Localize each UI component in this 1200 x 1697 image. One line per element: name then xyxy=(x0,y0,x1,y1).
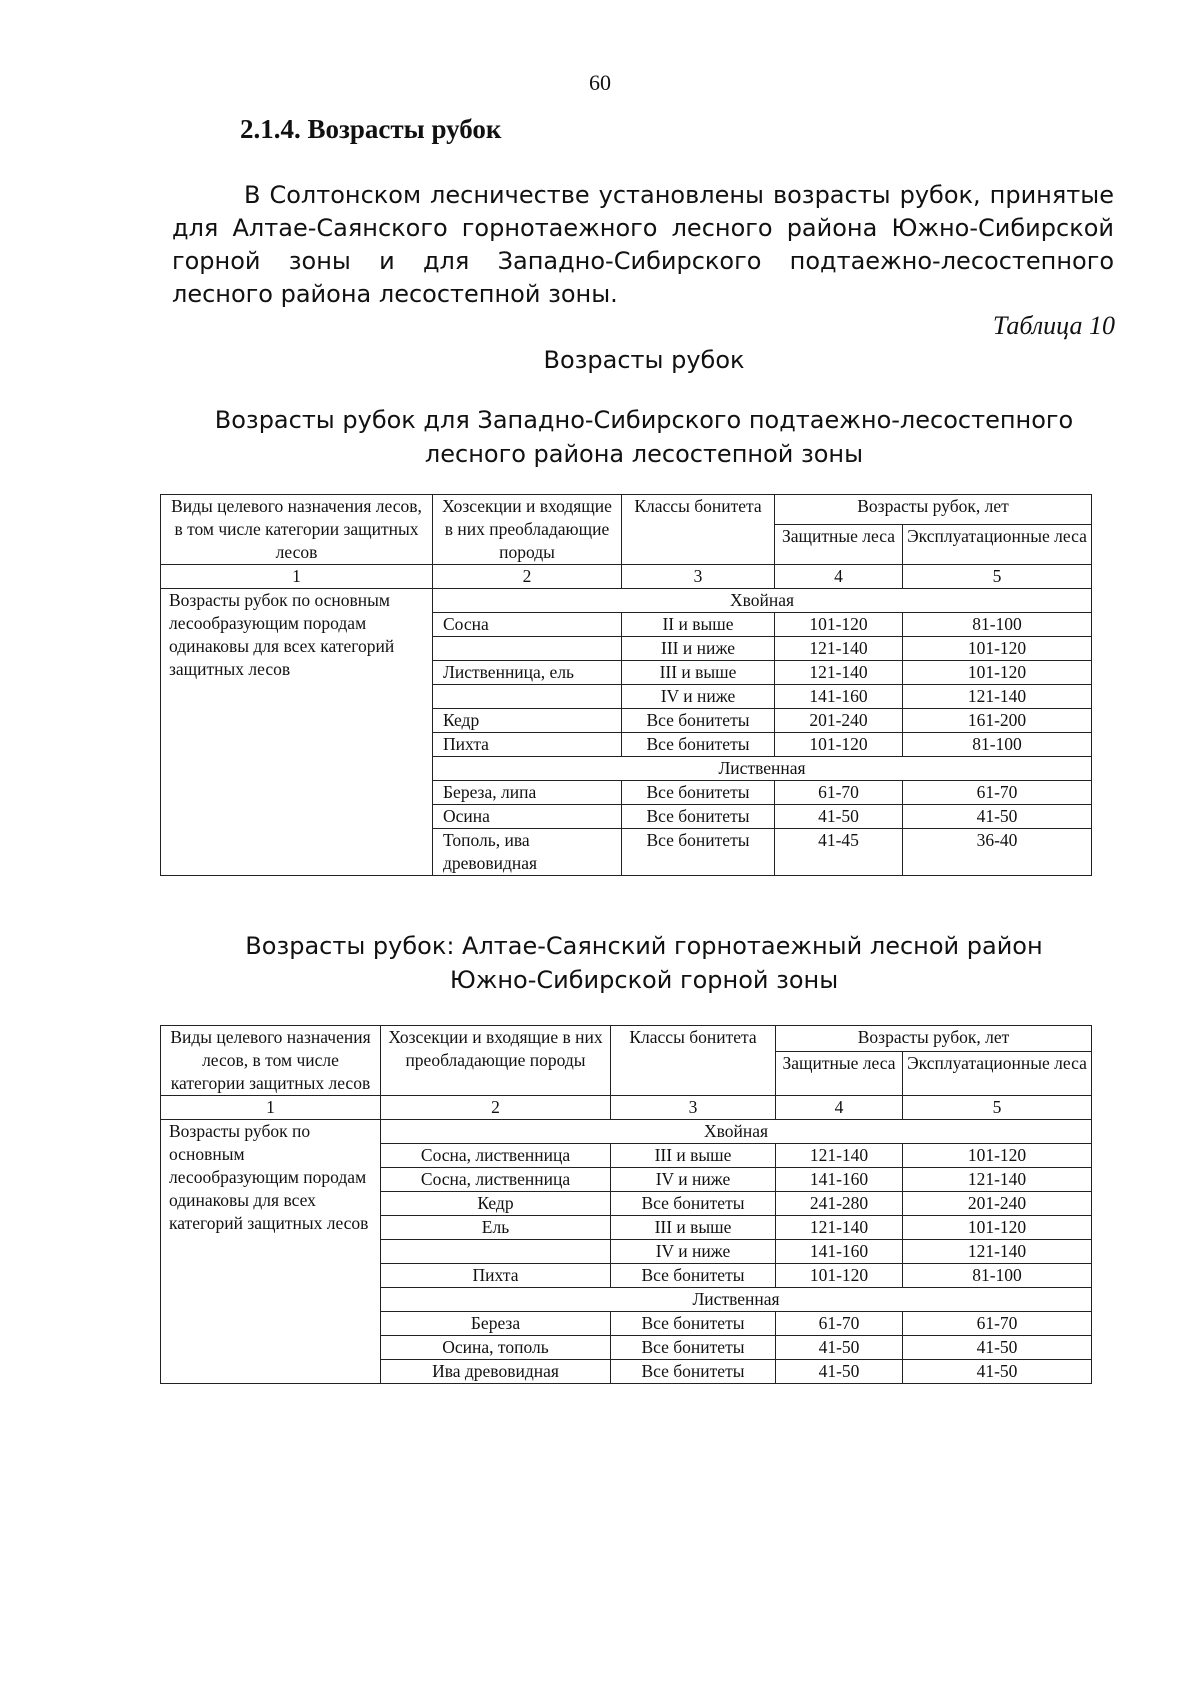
exploitation-age-cell: 81-100 xyxy=(903,733,1092,757)
table1-subtitle-line1: Возрасты рубок для Западно-Сибирского подтаежно-лесостепного xyxy=(214,406,1074,434)
site-class-cell: Все бонитеты xyxy=(611,1336,776,1360)
protective-age-cell: 241-280 xyxy=(776,1192,903,1216)
species-cell: Береза, липа xyxy=(433,781,622,805)
header-cell-exploitation: Эксплуатационные леса xyxy=(903,525,1092,565)
species-cell: Лиственница, ель xyxy=(433,661,622,685)
exploitation-age-cell: 101-120 xyxy=(903,637,1092,661)
column-number-3: 3 xyxy=(622,565,775,589)
section-heading: 2.1.4. Возрасты рубок xyxy=(240,114,502,144)
species-cell: Пихта xyxy=(433,733,622,757)
protective-age-cell: 61-70 xyxy=(776,1312,903,1336)
site-class-cell: III и выше xyxy=(611,1216,776,1240)
table2-subtitle-line2: Южно-Сибирской горной зоны xyxy=(449,966,839,994)
cutting-age-table-2 xyxy=(160,1025,1092,1384)
protective-age-cell: 141-160 xyxy=(776,1168,903,1192)
purpose-cell: Возрасты рубок по основным лесообразующим породам одинаковы для всех категорий защитных лесов xyxy=(161,589,433,876)
group-row-conifer xyxy=(161,589,1092,613)
exploitation-age-cell: 36-40 xyxy=(903,829,1092,876)
purpose-cell: Возрасты рубок по основным лесообразующим породам одинаковы для всех категорий защитных лесов xyxy=(161,1120,381,1384)
species-cell: Ель xyxy=(381,1216,611,1240)
table1-body xyxy=(161,495,1092,876)
column-number-5: 5 xyxy=(903,565,1092,589)
column-number-1: 1 xyxy=(161,565,433,589)
site-class-cell: Все бонитеты xyxy=(622,733,775,757)
species-cell: Сосна xyxy=(433,613,622,637)
protective-age-cell: 121-140 xyxy=(776,1216,903,1240)
group-label-conifer: Хвойная xyxy=(433,589,1092,613)
site-class-cell: IV и ниже xyxy=(611,1240,776,1264)
site-class-cell: Все бонитеты xyxy=(611,1192,776,1216)
group-row-conifer xyxy=(161,1120,1092,1144)
column-number-2: 2 xyxy=(381,1096,611,1120)
protective-age-cell: 41-50 xyxy=(776,1336,903,1360)
table2-subtitle-line1: Возрасты рубок: Алтае-Саянский горнотаежный лесной район xyxy=(245,932,1043,960)
exploitation-age-cell: 41-50 xyxy=(903,1336,1092,1360)
exploitation-age-cell: 121-140 xyxy=(903,685,1092,709)
page-number: 60 xyxy=(589,70,611,95)
protective-age-cell: 41-50 xyxy=(775,805,903,829)
exploitation-age-cell: 81-100 xyxy=(903,613,1092,637)
species-cell: Осина, тополь xyxy=(381,1336,611,1360)
exploitation-age-cell: 101-120 xyxy=(903,661,1092,685)
column-number-2: 2 xyxy=(433,565,622,589)
exploitation-age-cell: 41-50 xyxy=(903,1360,1092,1384)
exploitation-age-cell: 121-140 xyxy=(903,1240,1092,1264)
column-number-4: 4 xyxy=(775,565,903,589)
header-cell-cutting-ages: Возрасты рубок, лет xyxy=(775,495,1092,525)
protective-age-cell: 141-160 xyxy=(776,1240,903,1264)
protective-age-cell: 41-45 xyxy=(775,829,903,876)
column-number-row xyxy=(161,1096,1092,1120)
species-cell: Кедр xyxy=(433,709,622,733)
site-class-cell: III и выше xyxy=(611,1144,776,1168)
column-number-row xyxy=(161,565,1092,589)
site-class-cell: Все бонитеты xyxy=(611,1312,776,1336)
header-cell-purpose: Виды целевого назначения лесов, в том числе категории защитных лесов xyxy=(161,495,433,565)
species-cell: Ива древовидная xyxy=(381,1360,611,1384)
site-class-cell: Все бонитеты xyxy=(611,1360,776,1384)
table-label: Таблица 10 xyxy=(992,311,1115,340)
site-class-cell: III и выше xyxy=(622,661,775,685)
site-class-cell: IV и ниже xyxy=(611,1168,776,1192)
table1-subtitle-line2: лесного района лесостепной зоны xyxy=(424,440,864,468)
site-class-cell: Все бонитеты xyxy=(622,709,775,733)
species-cell: Пихта xyxy=(381,1264,611,1288)
column-number-1: 1 xyxy=(161,1096,381,1120)
header-row xyxy=(161,1026,1092,1052)
exploitation-age-cell: 161-200 xyxy=(903,709,1092,733)
table2-subtitle xyxy=(0,929,1200,997)
table1-subtitle xyxy=(0,403,1200,471)
site-class-cell: Все бонитеты xyxy=(622,781,775,805)
protective-age-cell: 101-120 xyxy=(775,733,903,757)
body-paragraph xyxy=(172,179,1114,311)
species-cell: Береза xyxy=(381,1312,611,1336)
site-class-cell: Все бонитеты xyxy=(622,829,775,876)
species-cell: Осина xyxy=(433,805,622,829)
protective-age-cell: 121-140 xyxy=(776,1144,903,1168)
site-class-cell: IV и ниже xyxy=(622,685,775,709)
protective-age-cell: 61-70 xyxy=(775,781,903,805)
site-class-cell: Все бонитеты xyxy=(622,805,775,829)
exploitation-age-cell: 41-50 xyxy=(903,805,1092,829)
protective-age-cell: 121-140 xyxy=(775,637,903,661)
exploitation-age-cell: 101-120 xyxy=(903,1144,1092,1168)
site-class-cell: Все бонитеты xyxy=(611,1264,776,1288)
header-row xyxy=(161,495,1092,525)
group-label-deciduous: Лиственная xyxy=(381,1288,1092,1312)
cutting-age-table-1 xyxy=(160,494,1092,876)
protective-age-cell: 141-160 xyxy=(775,685,903,709)
species-cell: Сосна, лиственница xyxy=(381,1144,611,1168)
protective-age-cell: 121-140 xyxy=(775,661,903,685)
protective-age-cell: 101-120 xyxy=(776,1264,903,1288)
header-cell-species: Хозсекции и входящие в них преобладающие породы xyxy=(433,495,622,565)
exploitation-age-cell: 121-140 xyxy=(903,1168,1092,1192)
header-cell-site-class: Классы бонитета xyxy=(611,1026,776,1096)
column-number-4: 4 xyxy=(776,1096,903,1120)
header-cell-protective: Защитные леса xyxy=(775,525,903,565)
header-cell-purpose: Виды целевого назначения лесов, в том числе категории защитных лесов xyxy=(161,1026,381,1096)
header-cell-species: Хозсекции и входящие в них преобладающие породы xyxy=(381,1026,611,1096)
column-number-3: 3 xyxy=(611,1096,776,1120)
species-cell xyxy=(381,1240,611,1264)
site-class-cell: II и выше xyxy=(622,613,775,637)
exploitation-age-cell: 61-70 xyxy=(903,781,1092,805)
header-cell-cutting-ages: Возрасты рубок, лет xyxy=(776,1026,1092,1052)
exploitation-age-cell: 201-240 xyxy=(903,1192,1092,1216)
site-class-cell: III и ниже xyxy=(622,637,775,661)
paragraph-text: В Солтонском лесничестве установлены возрасты рубок, принятые для Алтае-Саянского горнотаежного лесного района Южно-Сибирской горной зоны и для Западно-Сибирского подтаежно-лесостепного лесного района лесостепной зоны. xyxy=(172,181,1114,308)
species-cell: Сосна, лиственница xyxy=(381,1168,611,1192)
species-cell: Тополь, ива древовидная xyxy=(433,829,622,876)
group-label-conifer: Хвойная xyxy=(381,1120,1092,1144)
exploitation-age-cell: 81-100 xyxy=(903,1264,1092,1288)
species-cell: Кедр xyxy=(381,1192,611,1216)
table-title: Возрасты рубок xyxy=(543,346,745,374)
column-number-5: 5 xyxy=(903,1096,1092,1120)
species-cell xyxy=(433,685,622,709)
header-cell-protective: Защитные леса xyxy=(776,1052,903,1096)
table2-body xyxy=(161,1026,1092,1384)
species-cell xyxy=(433,637,622,661)
exploitation-age-cell: 61-70 xyxy=(903,1312,1092,1336)
exploitation-age-cell: 101-120 xyxy=(903,1216,1092,1240)
protective-age-cell: 101-120 xyxy=(775,613,903,637)
protective-age-cell: 41-50 xyxy=(776,1360,903,1384)
header-cell-exploitation: Эксплуатационные леса xyxy=(903,1052,1092,1096)
protective-age-cell: 201-240 xyxy=(775,709,903,733)
header-cell-site-class: Классы бонитета xyxy=(622,495,775,565)
group-label-deciduous: Лиственная xyxy=(433,757,1092,781)
